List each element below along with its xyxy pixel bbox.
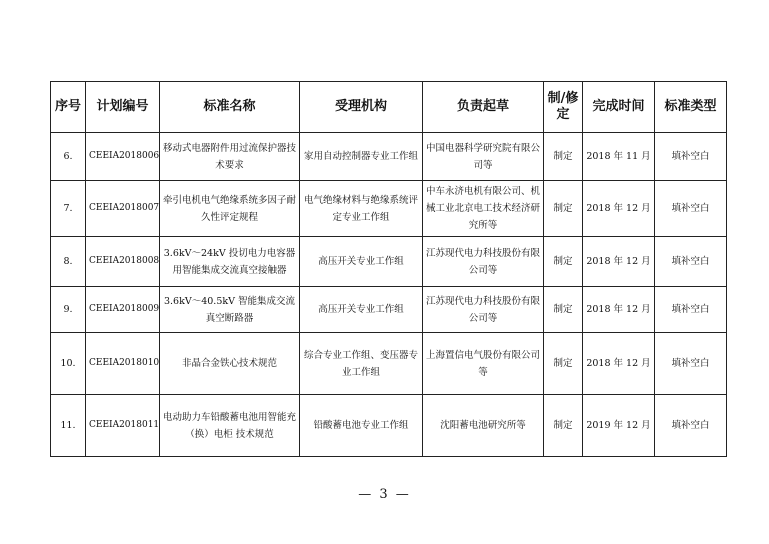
standard-type: 填补空白 [655,133,727,181]
revision-type: 制定 [544,287,583,333]
header-cell: 制/修定 [544,82,583,133]
completion-date: 2018 年 11 月 [583,133,655,181]
standards-plan-table [50,81,727,457]
plan-code: CEEIA2018007 [86,181,160,237]
plan-code: CEEIA2018006 [86,133,160,181]
completion-date: 2018 年 12 月 [583,333,655,395]
drafter: 中车永济电机有限公司、机械工业北京电工技术经济研究所等 [423,181,544,237]
plan-code: CEEIA2018009 [86,287,160,333]
plan-code: CEEIA2018011 [86,395,160,457]
revision-type: 制定 [544,181,583,237]
standard-name: 3.6kV～24kV 投切电力电容器用智能集成交流真空接触器 [160,237,300,287]
table-row [51,395,727,457]
standard-name: 电动助力车铅酸蓄电池用智能充（换）电柜 技术规范 [160,395,300,457]
completion-date: 2018 年 12 月 [583,181,655,237]
table-header-row [51,82,727,133]
header-cell: 标准类型 [655,82,727,133]
drafter: 沈阳蓄电池研究所等 [423,395,544,457]
header-cell: 完成时间 [583,82,655,133]
page-number: — 3 — [358,487,411,502]
agency: 高压开关专业工作组 [300,237,423,287]
row-number: 7. [51,181,86,237]
row-number: 10. [51,333,86,395]
standard-type: 填补空白 [655,237,727,287]
agency: 高压开关专业工作组 [300,287,423,333]
drafter: 江苏现代电力科技股份有限公司等 [423,287,544,333]
standard-type: 填补空白 [655,395,727,457]
standard-name: 3.6kV～40.5kV 智能集成交流真空断路器 [160,287,300,333]
row-number: 6. [51,133,86,181]
completion-date: 2018 年 12 月 [583,287,655,333]
header-cell: 标准名称 [160,82,300,133]
drafter: 中国电器科学研究院有限公司等 [423,133,544,181]
table-row [51,287,727,333]
header-cell: 计划编号 [86,82,160,133]
header-cell: 受理机构 [300,82,423,133]
completion-date: 2018 年 12 月 [583,237,655,287]
standard-name: 非晶合金铁心技术规范 [160,333,300,395]
standard-name: 牵引电机电气绝缘系统多因子耐久性评定规程 [160,181,300,237]
standard-type: 填补空白 [655,287,727,333]
plan-code: CEEIA2018008 [86,237,160,287]
row-number: 9. [51,287,86,333]
table-row [51,333,727,395]
table-row [51,181,727,237]
revision-type: 制定 [544,333,583,395]
drafter: 江苏现代电力科技股份有限公司等 [423,237,544,287]
revision-type: 制定 [544,133,583,181]
plan-code: CEEIA2018010 [86,333,160,395]
table-row [51,133,727,181]
row-number: 8. [51,237,86,287]
standard-name: 移动式电器附件用过流保护器技术要求 [160,133,300,181]
row-number: 11. [51,395,86,457]
agency: 综合专业工作组、变压器专业工作组 [300,333,423,395]
standard-type: 填补空白 [655,181,727,237]
completion-date: 2019 年 12 月 [583,395,655,457]
standard-type: 填补空白 [655,333,727,395]
header-cell: 负责起草 [423,82,544,133]
revision-type: 制定 [544,395,583,457]
header-cell: 序号 [51,82,86,133]
drafter: 上海置信电气股份有限公司等 [423,333,544,395]
agency: 铅酸蓄电池专业工作组 [300,395,423,457]
revision-type: 制定 [544,237,583,287]
table-row [51,237,727,287]
agency: 家用自动控制器专业工作组 [300,133,423,181]
agency: 电气绝缘材料与绝缘系统评定专业工作组 [300,181,423,237]
